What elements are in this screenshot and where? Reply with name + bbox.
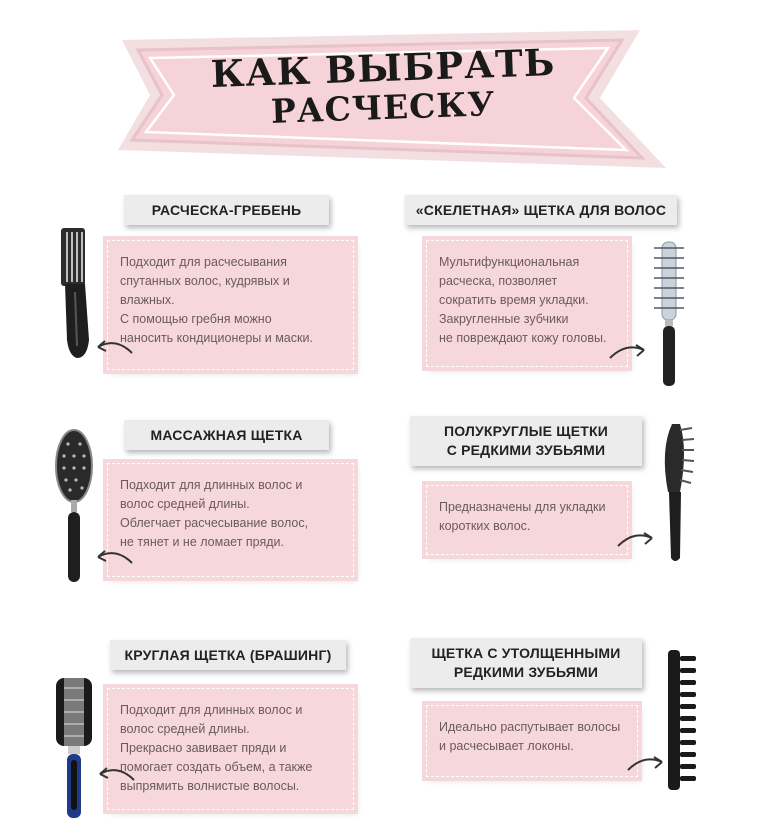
- item-description-paddle-brush: Подходит для длинных волос и волос средней длины. Облегчает расчесывание волос, не тянет и не ломает пряди.: [120, 478, 309, 549]
- skeleton-brush-icon: [650, 236, 690, 391]
- thick-tooth-comb-icon: [664, 644, 700, 794]
- item-label-paddle-brush: МАССАЖНАЯ ЩЕТКА: [124, 420, 329, 450]
- paddle-brush-icon: [52, 426, 96, 586]
- item-description-thick-tooth-comb: Идеально распутывает волосы и расчесывает локоны.: [439, 720, 621, 753]
- arrow-icon-skeleton-brush: [606, 340, 650, 364]
- round-brush-icon: [48, 672, 100, 822]
- item-card-thick-tooth-comb: [426, 705, 638, 777]
- item-card-paddle-brush: [107, 463, 354, 577]
- arrow-icon-round-brush: [94, 762, 138, 786]
- half-round-brush-icon: [654, 420, 698, 565]
- item-label-round-brush: КРУГЛАЯ ЩЕТКА (БРАШИНГ): [110, 640, 346, 670]
- item-label-skeleton-brush: «СКЕЛЕТНАЯ» ЩЕТКА ДЛЯ ВОЛОС: [405, 195, 677, 225]
- arrow-icon-paddle-brush: [92, 545, 136, 569]
- page-title-line2: РАСЧЕСКУ: [270, 84, 496, 131]
- item-card-comb: [107, 240, 354, 370]
- item-label-half-round-brush: ПОЛУКРУГЛЫЕ ЩЕТКИ С РЕДКИМИ ЗУБЬЯМИ: [410, 416, 642, 466]
- item-description-skeleton-brush: Мультифункциональная расческа, позволяет сократить время укладки. Закругленные зубчики не повреждают кожу головы.: [439, 255, 607, 345]
- arrow-icon-comb: [92, 335, 136, 359]
- wide-tooth-comb-icon: [55, 222, 97, 362]
- arrow-icon-half-round-brush: [614, 528, 658, 552]
- item-description-half-round-brush: Предназначены для укладки коротких волос.: [439, 500, 606, 533]
- item-card-half-round-brush: [426, 485, 628, 555]
- item-card-skeleton-brush: [426, 240, 628, 367]
- arrow-icon-thick-tooth-comb: [624, 752, 668, 776]
- item-label-comb: РАСЧЕСКА-ГРЕБЕНЬ: [124, 195, 329, 225]
- item-description-comb: Подходит для расчесывания спутанных волос, кудрявых и влажных. С помощью гребня можно наносить кондиционеры и маски.: [120, 255, 313, 345]
- page-title-line1: КАК ВЫБРАТЬ: [209, 39, 557, 97]
- item-description-round-brush: Подходит для длинных волос и волос средней длины. Прекрасно завивает пряди и помогает создать объем, а также выпрямить волнистые волосы.: [120, 703, 313, 793]
- item-label-thick-tooth-comb: ЩЕТКА С УТОЛЩЕННЫМИ РЕДКИМИ ЗУБЬЯМИ: [410, 638, 642, 688]
- item-card-round-brush: [107, 688, 354, 810]
